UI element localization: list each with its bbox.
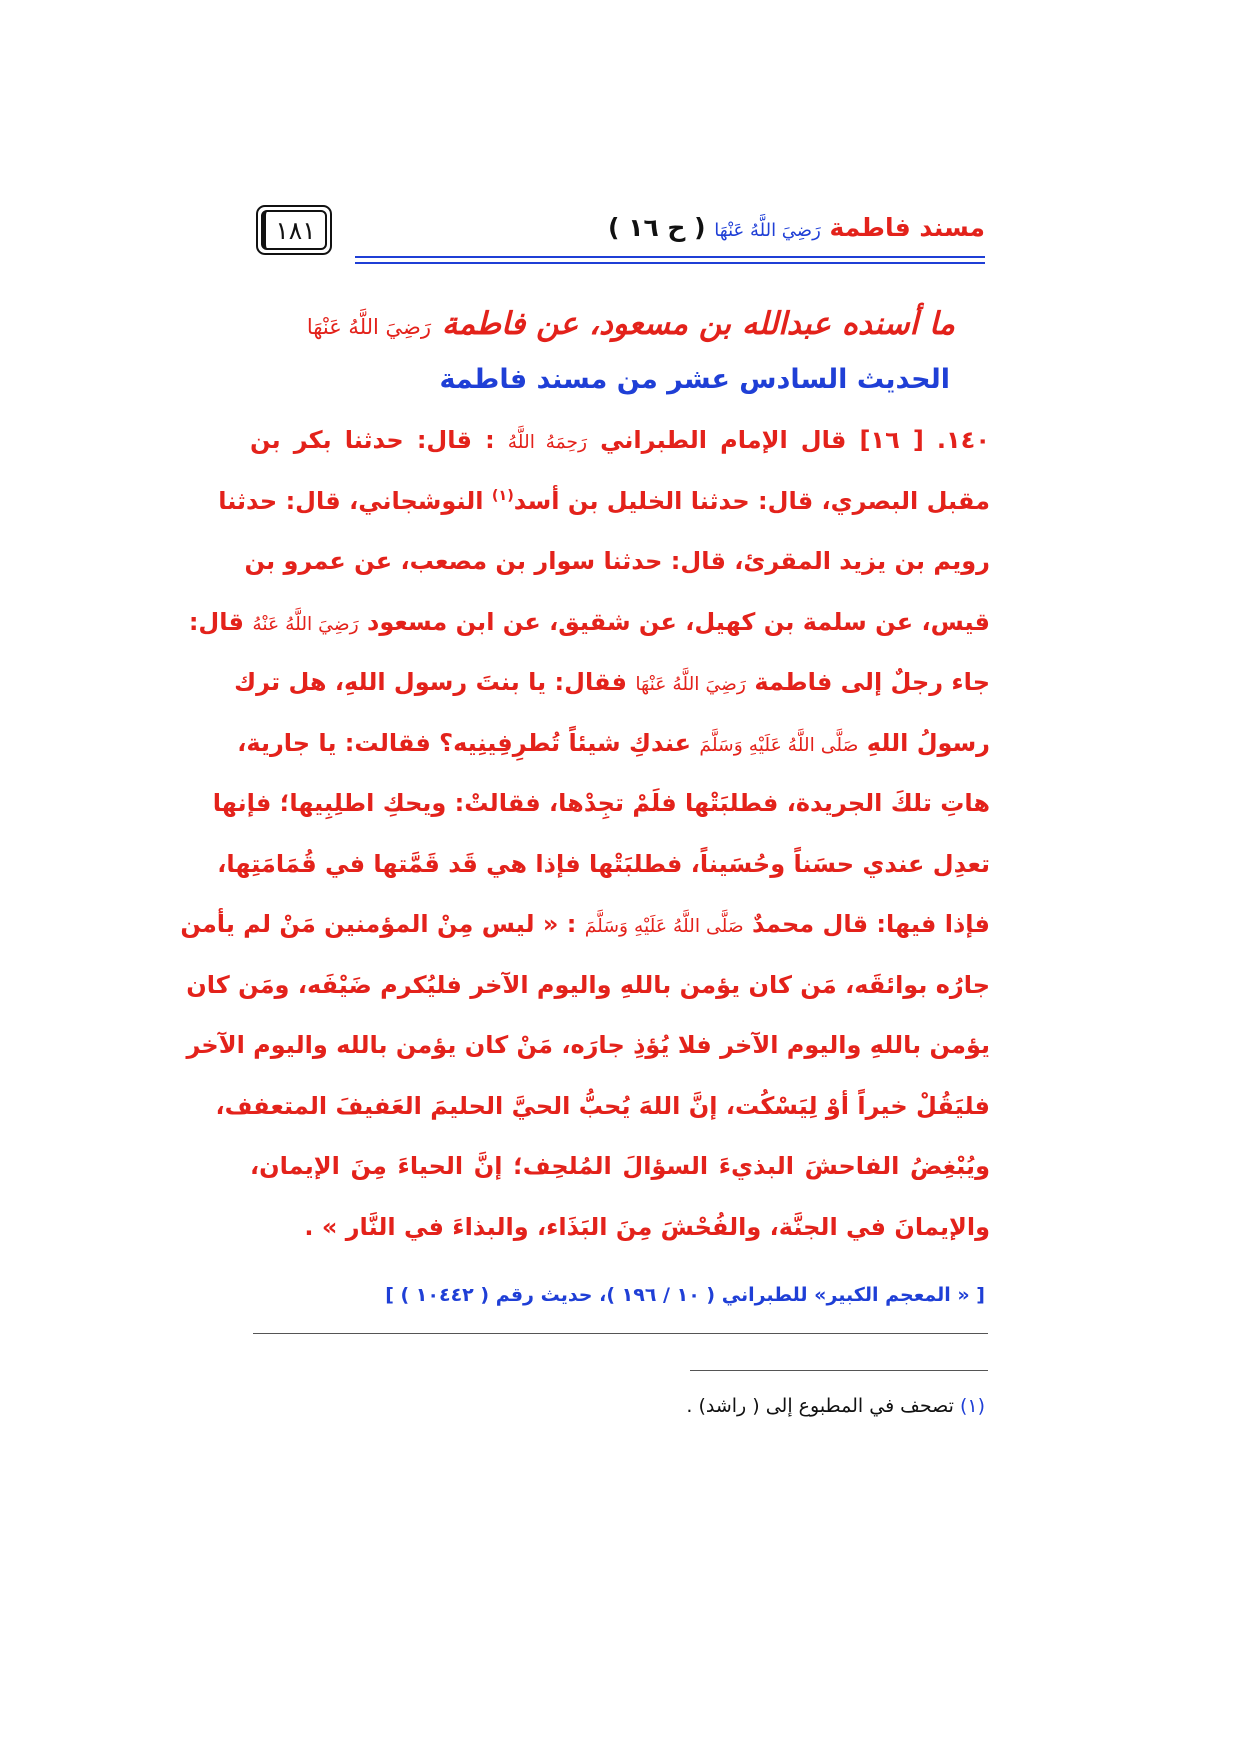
running-header-hadith-ref: ( ح ١٦ ): [608, 213, 706, 242]
body-text-segment: : قال: حدثنا بكر بن: [250, 426, 495, 454]
body-line: [218, 471, 990, 532]
body-line: [186, 955, 990, 1016]
body-line: [244, 531, 990, 592]
body-text-segment: فإذا فيها: قال محمدٌ: [752, 910, 990, 938]
body-text-segment: والإيمانَ في الجنَّة، والفُحْشَ مِنَ البَذَاء، والبذاءَ في النَّار » .: [304, 1212, 990, 1241]
body-line: [212, 773, 990, 834]
header-rule-bottom: [355, 262, 985, 264]
body-text-segment: رويم بن يزيد المقرئ، قال: حدثنا سوار بن مصعب، عن عمرو بن: [244, 547, 990, 575]
body-line: [180, 894, 990, 955]
body-text-segment: النوشجاني، قال: حدثنا: [218, 486, 484, 515]
body-line: [215, 1076, 990, 1137]
honorific: رَضِيَ اللَّهُ عَنْهُ: [252, 613, 359, 635]
body-line: [188, 592, 990, 653]
page-number-box: [256, 205, 332, 255]
body-text-segment: فليَقُلْ خيراً أوْ لِيَسْكُت، إنَّ اللهَ يُحبُّ الحيَّ الحليمَ العَفيفَ المتعفف،: [215, 1091, 990, 1120]
running-header-title: مسند فاطمة: [829, 213, 985, 242]
footnote: [686, 1388, 985, 1424]
body-line: [237, 713, 990, 774]
body-text-segment: : « ليس مِنْ المؤمنين مَنْ لم يأمن: [180, 910, 577, 938]
body-text-segment: جاء رجلٌ إلى فاطمة: [754, 668, 990, 696]
body-text-segment: جارُه بوائقَه، مَن كان يؤمن باللهِ واليوم الآخر فليُكرم ضَيْفَه، ومَن كان: [186, 970, 990, 999]
running-header-honorific: رَضِيَ اللَّهُ عَنْهَا: [714, 220, 821, 241]
section-heading: [307, 296, 955, 355]
footnote-divider: [690, 1370, 988, 1371]
body-text-segment: رسولُ اللهِ: [866, 728, 990, 757]
section-heading-text: ما أسنده عبدالله بن مسعود، عن فاطمة: [441, 306, 955, 342]
hadith-subheading: الحديث السادس عشر من مسند فاطمة: [439, 364, 950, 395]
hadith-number: ١٤٠.: [936, 426, 990, 454]
body-text-segment: ويُبْغِضُ الفاحشَ البذيءَ السؤالَ المُلحِف؛ إنَّ الحياءَ مِنَ الإيمان،: [250, 1152, 990, 1180]
section-heading-honorific: رَضِيَ اللَّهُ عَنْهَا: [306, 315, 432, 339]
body-line: [250, 410, 990, 471]
footnote-text: تصحف في المطبوع إلى ( راشد) .: [686, 1395, 954, 1417]
body-line: [250, 1197, 990, 1258]
body-text-segment: قال الإمام الطبراني: [600, 426, 847, 454]
body-text-segment: مقبل البصري، قال: حدثنا الخليل بن أسد: [513, 486, 990, 515]
body-line: [250, 1136, 990, 1197]
honorific: صَلَّى اللَّهُ عَلَيْهِ وَسَلَّمَ: [699, 734, 859, 756]
body-divider: [253, 1333, 988, 1334]
honorific: رَضِيَ اللَّهُ عَنْهَا: [635, 674, 746, 695]
body-text-segment: تعدِل عندي حسَناً وحُسَيناً، فطلبَتْها فإذا هي قَد قَمَّتها في قُمَامَتِها،: [217, 849, 990, 878]
hadith-index: [ ١٦]: [859, 426, 924, 454]
honorific: صَلَّى اللَّهُ عَلَيْهِ وَسَلَّمَ: [584, 916, 744, 937]
body-text-segment: عندكِ شيئاً تُطرِفِينِيه؟ فقالت: يا جارية،: [237, 728, 692, 757]
body-text-segment: قال:: [188, 607, 244, 636]
footnote-marker: (١): [959, 1395, 985, 1417]
body-text-segment: قيس، عن سلمة بن كهيل، عن شقيق، عن ابن مسعود: [367, 607, 990, 636]
source-citation: [ « المعجم الكبير» للطبراني ( ١٠ / ١٩٦ )، حديث رقم ( ١٠٤٤٢ ) ]: [385, 1284, 985, 1306]
body-line: [186, 1015, 990, 1076]
body-text-segment: فقال: يا بنتَ رسول اللهِ، هل ترك: [234, 668, 627, 696]
body-line: [234, 652, 990, 713]
body-text-segment: يؤمن باللهِ واليوم الآخر فلا يُؤذِ جارَه، مَنْ كان يؤمن بالله واليوم الآخر: [186, 1031, 990, 1059]
hadith-body: [180, 410, 990, 1257]
body-text-segment: هاتِ تلكَ الجريدة، فطلبَتْها فلَمْ تجِدْها، فقالتْ: ويحكِ اطلِبِيها؛ فإنها: [212, 789, 990, 817]
honorific: رَحِمَهُ اللَّهُ: [507, 432, 588, 453]
page-number: ١٨١: [261, 210, 327, 250]
footnote-reference: (١): [491, 487, 514, 504]
header-rule-top: [355, 256, 985, 258]
body-line: [217, 834, 990, 895]
running-header: [608, 208, 985, 251]
